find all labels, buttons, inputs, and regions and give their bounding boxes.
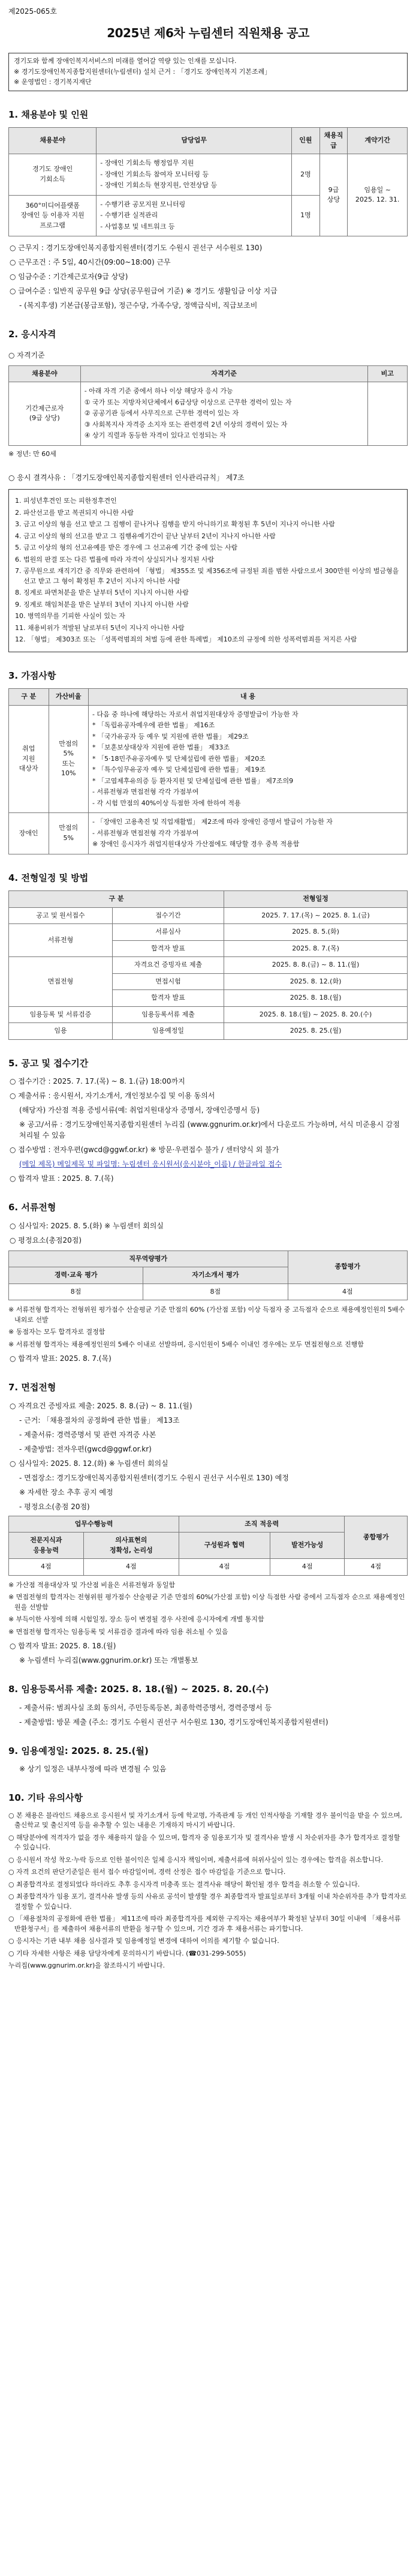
table-cell: 자격요건 증빙자료 제출 — [112, 957, 224, 974]
section-heading: 8. 임용등록서류 제출: 2025. 8. 18.(월) ~ 2025. 8. 20.(수) — [8, 1684, 269, 1695]
info-line: (해당자) 가산점 적용 증빙서류(예: 취업지원대상자 증명서, 장애인증명서 등) — [19, 1106, 260, 1114]
info-line: ○ 자격요건 증빙자료 제출: 2025. 8. 8.(금) ~ 8. 11.(월) — [10, 1401, 192, 1410]
table-cell: 4점 — [83, 1559, 179, 1576]
list-item: 7. 공무원으로 재직기간 중 직무와 관련하여 「형법」 제355조 및 제356조에 규정된 죄를 범한 사람으로서 300만원 이상의 벌금형을 선고 받고 그 형이 확정된 후 2년이 지나지 아니한 사람 — [15, 567, 399, 585]
bonus-item: - 다음 중 하나에 해당하는 자로서 취업지원대상자 증명발급이 가능한 자 — [92, 710, 299, 718]
table-cell — [367, 382, 408, 446]
table-cell: 임용예정일 — [112, 1023, 224, 1040]
screening-notes — [8, 1305, 408, 1350]
section-heading: 6. 서류전형 — [8, 1202, 56, 1213]
table-cell: 임용등록서류 제출 — [112, 1006, 224, 1023]
interview-score-table — [8, 1516, 408, 1576]
table-header: 직무역량평가 — [9, 1250, 288, 1267]
intro-line: ※ 경기도장애인복지종합지원센터(누림센터) 설치 근거 : 「경기도 장애인복지 기본조례」 — [14, 67, 272, 76]
document-screening — [8, 1220, 408, 1246]
table-cell — [97, 154, 292, 196]
screening-result — [8, 1353, 408, 1364]
list-item: 1. 피성년후견인 또는 피한정후견인 — [15, 497, 117, 505]
page-title: 2025년 제6차 누림센터 직원채용 공고 — [107, 26, 309, 40]
table-cell: 서류심사 — [112, 924, 224, 941]
table-header: 발전가능성 — [270, 1533, 345, 1559]
note-line: ※ 동점자는 모두 합격자로 결정함 — [8, 1328, 105, 1336]
list-item: 4. 금고 이상의 형의 선고를 받고 그 집행유예기간이 끝난 날부터 2년이 지나지 아니한 사람 — [15, 532, 276, 540]
table-header: 의사표현의 정확성, 논리성 — [83, 1533, 179, 1559]
table-cell: 2025. 8. 25.(월) — [224, 1023, 408, 1040]
table-header: 업무수행능력 — [9, 1516, 179, 1533]
duty-item: - 장애인 기회소득 현장지원, 안전상담 등 — [100, 181, 218, 189]
list-item: 8. 징계로 파면처분을 받은 날부터 5년이 지나지 아니한 사람 — [15, 589, 189, 596]
info-line: - 평정요소(총점 20점) — [19, 1502, 90, 1511]
section-heading: 10. 기타 유의사항 — [8, 1792, 83, 1803]
section-heading: 7. 면접전형 — [8, 1382, 56, 1393]
note-line: ※ 서류전형 합격자는 채용예정인원의 5배수 이내로 선발하며, 응시인원이 5배수 이내인 경우에는 모두 면접전형으로 진행함 — [8, 1340, 364, 1348]
appointment-info — [8, 1764, 408, 1774]
table-cell: 2025. 8. 12.(화) — [224, 973, 408, 990]
document-number: 제2025-065호 — [8, 7, 57, 16]
table-cell: 2025. 8. 18.(월) — [224, 990, 408, 1007]
intro-box — [8, 53, 408, 91]
info-line: ○ 평정요소(총점20점) — [10, 1235, 82, 1244]
notice-item: ○ 해당분야에 적격자가 없을 경우 채용하지 않을 수 있으며, 합격자 중 임용포기자 및 결격사유 발생 시 차순위자를 추가 합격자로 결정할 수 있습니다. — [8, 1833, 400, 1851]
table-cell — [97, 195, 292, 236]
table-header: 비고 — [367, 365, 408, 382]
schedule-table — [8, 890, 408, 1040]
table-cell — [89, 813, 408, 854]
table-cell: 2025. 8. 5.(화) — [224, 924, 408, 941]
bonus-item: * 「고엽제후유의증 등 환자지원 및 단체설립에 관한 법률」 제7조의9 — [92, 776, 294, 785]
notice-item: ○ 본 채용은 블라인드 채용으로 응시원서 및 자기소개서 등에 학교명, 가족관계 등 개인 인적사항을 기재할 경우 불이익을 받을 수 있으며, 출신학교 및 출신지역 등을 유추할 수 있는 내용은 기재하지 마시기 바랍니다. — [8, 1811, 402, 1829]
table-cell: 합격자 발표 — [112, 940, 224, 957]
section-heading: 1. 채용분야 및 인원 — [8, 109, 89, 120]
table-cell: 2025. 8. 18.(월) ~ 2025. 8. 20.(수) — [224, 1006, 408, 1023]
section-heading: 2. 응시자격 — [8, 329, 56, 340]
notice-item: ○ 응시원서 작성 착오·누락 등으로 인한 불이익은 일체 응시자 책임이며, 제출서류에 허위사실이 있는 경우에는 합격을 취소합니다. — [8, 1855, 384, 1864]
info-line: - 제출서류: 경력증명서 및 관련 자격증 사본 — [19, 1430, 156, 1439]
info-line: ※ 자세한 장소 추후 공지 예정 — [19, 1488, 113, 1497]
table-cell: 2025. 8. 8.(금) ~ 8. 11.(월) — [224, 957, 408, 974]
info-line: ○ 제출서류 : 응시원서, 자기소개서, 개인정보수집 및 이용 동의서 — [10, 1091, 215, 1100]
table-cell: 2025. 7. 17.(목) ~ 2025. 8. 1.(금) — [224, 907, 408, 924]
table-header: 경력·교육 평가 — [9, 1267, 143, 1284]
bonus-item: - 각 시험 만점의 40%이상 득점한 자에 한하여 적용 — [92, 799, 241, 807]
table-header: 전형일정 — [224, 891, 408, 908]
list-item: 11. 채용비위가 적발된 날로부터 5년이 지나지 아니한 사람 — [15, 623, 185, 632]
note-line: ※ 서류전형 합격자는 전형위원 평가점수 산술평균 기준 만점의 60% (가산점 포함) 이상 득점자 중 고득점자 순으로 채용예정인원의 5배수 내외로 선발 — [8, 1306, 405, 1324]
info-line: - 제출방법: 방문 제출 (주소: 경기도 수원시 권선구 서수원로 130, 경기도장애인복지종합지원센터) — [19, 1717, 328, 1726]
condition-line: - (복지후생) 기본급(봉급포함), 정근수당, 가족수당, 정액급식비, 직급보조비 — [19, 301, 258, 310]
table-cell: 4점 — [345, 1559, 408, 1576]
table-header: 채용분야 — [9, 365, 81, 382]
notice-item: ○ 응시자는 기관 내부 채용 심사결과 및 임용예정일 변경에 대하여 이의를 제기할 수 없습니다. — [8, 1937, 279, 1945]
work-conditions — [8, 242, 408, 311]
disqualification-intro: ○ 응시 결격사유 : 「경기도장애인복지종합지원센터 인사관리규칙」 제7조 — [8, 473, 245, 482]
info-line: ○ 접수기간 : 2025. 7. 17.(목) ~ 8. 1.(금) 18:00까지 — [10, 1077, 185, 1085]
info-line: - 근거: 「채용절차의 공정화에 관한 법률」 제13조 — [19, 1416, 180, 1425]
table-header: 계약기간 — [348, 128, 408, 154]
info-line: - 제출서류: 범죄사실 조회 동의서, 주민등록등본, 최종학력증명서, 경력증명서 등 — [19, 1703, 272, 1712]
table-cell: 접수기간 — [112, 907, 224, 924]
criteria-item: ④ 상기 직렬과 동등한 자격이 있다고 인정되는 자 — [84, 431, 226, 439]
intro-line: 경기도와 함께 장애인복지서비스의 미래를 열어갈 역량 있는 인재를 모십니다. — [14, 57, 237, 65]
table-cell: 8점 — [143, 1283, 288, 1300]
criteria-item: ② 공공기관 등에서 사무직으로 근무한 경력이 있는 자 — [84, 409, 239, 417]
table-cell: 4점 — [288, 1283, 408, 1300]
criteria-item: - 아래 자격 기준 중에서 하나 이상 해당자 응시 가능 — [84, 387, 233, 395]
notice-item: ○ 최종합격자로 결정되었다 하더라도 추후 응시자격 미충족 또는 결격사유 해당이 확인될 경우 합격을 취소할 수 있습니다. — [8, 1880, 360, 1888]
screening-score-table — [8, 1250, 408, 1301]
notice-item: ○ 최종합격자가 임용 포기, 결격사유 발생 등의 사유로 공석이 발생할 경우 최종합격자 발표일로부터 3개월 이내 차순위자를 추가 합격자로 결정할 수 있습니다. — [8, 1893, 406, 1911]
bonus-item: * 「국가유공자 등 예우 및 지원에 관한 법률」 제29조 — [92, 732, 249, 740]
table-header: 조직 적응력 — [179, 1516, 345, 1533]
note-line: ※ 면접전형 합격자는 임용등록 및 서류검증 결과에 따라 임용 취소될 수 있음 — [8, 1627, 228, 1636]
bonus-item: - 서류전형과 면접전형 각각 가점부여 — [92, 788, 199, 796]
table-cell: 공고 및 원서접수 — [9, 907, 113, 924]
info-line: ○ 합격자 발표 : 2025. 8. 7.(목) — [10, 1174, 114, 1183]
duty-item: - 장애인 기회소득 행정업무 지원 — [100, 159, 194, 167]
table-cell: 면접전형 — [9, 957, 113, 1007]
info-line: ※ 상기 일정은 내부사정에 따라 변경될 수 있음 — [19, 1765, 167, 1773]
table-header: 구 분 — [9, 891, 224, 908]
table-cell: 만점의 5% 또는 10% — [49, 705, 89, 813]
bonus-item: * 「5·18민주유공자예우 및 단체설립에 관한 법률」 제20조 — [92, 754, 266, 763]
table-cell: 서류전형 — [9, 924, 113, 957]
list-item: 9. 징계로 해임처분을 받은 날부터 3년이 지나지 아니한 사람 — [15, 600, 189, 608]
bonus-item: * 「특수임무유공자 예우 및 단체설립에 관한 법률」 제19조 — [92, 766, 266, 773]
table-cell: 경기도 장애인 기회소득 — [9, 154, 97, 196]
table-cell: 1명 — [292, 195, 320, 236]
info-line: ○ 합격자 발표: 2025. 8. 18.(월) — [10, 1642, 116, 1650]
table-header: 가산비율 — [49, 689, 89, 706]
email-subject-link[interactable]: (메일 제목) 메일제목 및 파일명: 누림센터 응시원서(응시분야_이름) / 한글파일 접수 — [19, 1160, 282, 1168]
table-header: 구성원과 협력 — [179, 1533, 270, 1559]
retirement-note: ※ 정년: 만 60세 — [8, 449, 56, 458]
table-header: 종합평가 — [345, 1516, 408, 1559]
info-line: ○ 접수방법 : 전자우편(gwcd@ggwf.or.kr) ※ 방문·우편접수 불가 / 센터양식 외 불가 — [10, 1145, 279, 1154]
section-heading: 4. 전형일정 및 방법 — [8, 872, 89, 883]
info-line: ○ 심사일자: 2025. 8. 12.(화) ※ 누림센터 회의실 — [10, 1459, 168, 1468]
table-cell: 4점 — [9, 1559, 84, 1576]
list-item: 3. 금고 이상의 형을 선고 받고 그 집행이 끝나거나 집행을 받지 아니하기로 확정된 후 5년이 지나지 아니한 사람 — [15, 520, 335, 528]
registration-info — [8, 1702, 408, 1728]
table-cell: 2명 — [292, 154, 320, 196]
table-cell: 장애인 — [9, 813, 49, 854]
bonus-item: * 「독립유공자예우에 관한 법률」 제16조 — [92, 721, 215, 729]
notice-item: ○ 「채용절차의 공정화에 관한 법률」 제11조에 따라 최종합격자를 제외한 구직자는 채용여부가 확정된 날부터 30일 이내에 「채용서류 반환청구서」를 제출하여 채용서류의 반환을 청구할 수 있으며, 기간 경과 후 채용서류는 파기합니다. — [8, 1915, 401, 1933]
duty-item: - 장애인 기회소득 참여자 모니터링 등 — [100, 170, 209, 178]
info-line: ○ 심사일자: 2025. 8. 5.(화) ※ 누림센터 회의실 — [10, 1221, 164, 1230]
table-header: 구 분 — [9, 689, 49, 706]
info-line: - 제출방법: 전자우편(gwcd@ggwf.or.kr) — [19, 1444, 152, 1453]
list-item: 5. 금고 이상의 형의 선고유예를 받은 경우에 그 선고유예 기간 중에 있는 사람 — [15, 544, 238, 551]
list-item: 12. 「형법」 제303조 또는 「성폭력범죄의 처벌 등에 관한 특례법」 제10조의 규정에 의한 성폭력범죄를 저지른 사람 — [15, 635, 357, 643]
notices-list — [8, 1811, 408, 1971]
condition-line: ○ 급여수준 : 일반직 공무원 9급 상당(공무원급여 기준) ※ 경기도 생활임금 이상 지급 — [10, 287, 278, 295]
table-cell: 합격자 발표 — [112, 990, 224, 1007]
condition-line: ○ 근무지 : 경기도장애인복지종합지원센터(경기도 수원시 권선구 서수원로 130) — [10, 244, 263, 252]
table-header: 인원 — [292, 128, 320, 154]
duty-item: - 수행기관 공모지원 모니터링 — [100, 200, 186, 208]
duty-item: - 수행기관 실적관리 — [100, 211, 158, 219]
table-cell: 취업 지원 대상자 — [9, 705, 49, 813]
sub-heading: ○ 자격기준 — [8, 350, 45, 359]
table-cell: 9급 상당 — [319, 154, 348, 236]
table-header: 내 용 — [89, 689, 408, 706]
table-header: 전문지식과 응용능력 — [9, 1533, 84, 1559]
bonus-item: ※ 장애인 응시자가 취업지원대상자 가산점에도 해당할 경우 중복 적용함 — [92, 840, 300, 848]
info-line: - 면접장소: 경기도장애인복지종합지원센터(경기도 수원시 권선구 서수원로 130) 예정 — [19, 1473, 289, 1482]
info-line: ※ 누림센터 누리집(www.ggnurim.or.kr) 또는 개별통보 — [19, 1656, 198, 1665]
table-cell: 8점 — [9, 1283, 143, 1300]
note-line: ※ 부득이한 사정에 의해 시험일정, 장소 등이 변경될 경우 사전에 응시자에게 개별 통지함 — [8, 1615, 264, 1623]
notice-item: ○ 기타 자세한 사항은 채용 담당자에게 문의하시기 바랍니다. (☎031-299-5055) — [8, 1949, 246, 1957]
intro-line: ※ 운영법인 : 경기복지재단 — [14, 78, 92, 86]
table-cell — [80, 382, 367, 446]
table-cell: 임용등록 및 서류검증 — [9, 1006, 113, 1023]
table-cell: 면접시험 — [112, 973, 224, 990]
section-heading: 3. 가점사항 — [8, 670, 56, 681]
info-line: ○ 합격자 발표: 2025. 8. 7.(목) — [10, 1354, 111, 1363]
homepage-link[interactable]: 누리집(www.ggnurim.or.kr)을 참조하시기 바랍니다. — [8, 1962, 165, 1969]
table-header: 채용직급 — [319, 128, 348, 154]
bonus-item: - 서류전형과 면접전형 각각 가점부여 — [92, 829, 199, 837]
interview-info — [8, 1401, 408, 1512]
table-cell: 만점의 5% — [49, 813, 89, 854]
section-heading: 9. 임용예정일: 2025. 8. 25.(월) — [8, 1745, 149, 1756]
condition-line: ○ 임금수준 : 기간제근로자(9급 상당) — [10, 272, 128, 281]
list-item: 6. 법원의 판결 또는 다른 법률에 따라 자격이 상실되거나 정지된 사람 — [15, 555, 215, 563]
bonus-table — [8, 688, 408, 854]
info-line: ※ 공고/서류 : 경기도장애인복지종합지원센터 누리집 (www.ggnurim.or.kr)에서 다운로드 가능하며, 서식 미준용시 감점 처리될 수 있음 — [19, 1120, 400, 1139]
bonus-item: * 「보훈보상대상자 지원에 관한 법률」 제33조 — [92, 743, 230, 751]
table-header: 자기소개서 평가 — [143, 1267, 288, 1284]
table-cell: 4점 — [270, 1559, 345, 1576]
list-item: 10. 병역의무를 기피한 사실이 있는 자 — [15, 612, 125, 620]
table-header: 종합평가 — [288, 1250, 408, 1283]
list-item: 2. 파산선고를 받고 복권되지 아니한 사람 — [15, 508, 134, 517]
table-cell: 임용 — [9, 1023, 113, 1040]
duty-item: - 사업홍보 및 네트워크 등 — [100, 222, 175, 230]
table-cell: 기간제근로자 (9급 상당) — [9, 382, 81, 446]
table-cell: 임용일 ~ 2025. 12. 31. — [348, 154, 408, 236]
table-header: 담당업무 — [97, 128, 292, 154]
recruitment-table — [8, 127, 408, 236]
disqualification-box — [8, 489, 408, 652]
table-cell: 2025. 8. 7.(목) — [224, 940, 408, 957]
criteria-item: ③ 사회복지사 자격증 소지자 또는 관련경력 2년 이상의 경력이 있는 자 — [84, 420, 288, 428]
table-cell: 360°미디어플랫폼 장애인 등 이용자 지원 프로그램 — [9, 195, 97, 236]
table-cell — [89, 705, 408, 813]
notice-item: ○ 자격 요건의 판단기준일은 원서 접수 마감일이며, 경력 산정은 접수 마감일을 기준으로 합니다. — [8, 1868, 286, 1876]
application-info — [8, 1076, 408, 1184]
criteria-item: ① 국가 또는 지방자치단체에서 6급상당 이상으로 근무한 경력이 있는 자 — [84, 398, 292, 406]
interview-notes — [8, 1581, 408, 1638]
table-header: 채용분야 — [9, 128, 97, 154]
qualification-table — [8, 365, 408, 446]
section-heading: 5. 공고 및 접수기간 — [8, 1057, 89, 1069]
note-line: ※ 면접전형의 합격자는 전형위원 평가점수 산술평균 기준 만점의 60%(가산점 포함) 이상 득점한 사람 중에서 고득점자 순으로 채용예정인원을 선발함 — [8, 1593, 405, 1611]
table-cell: 4점 — [179, 1559, 270, 1576]
interview-result — [8, 1641, 408, 1666]
bonus-item: - 「장애인 고용촉진 및 직업재활법」 제2조에 따라 장애인 증명서 발급이 가능한 자 — [92, 818, 333, 826]
note-line: ※ 가산점 적용대상자 및 가산점 비율은 서류전형과 동일함 — [8, 1581, 176, 1589]
condition-line: ○ 근무조건 : 주 5일, 40시간(09:00~18:00) 근무 — [10, 258, 171, 266]
table-header: 자격기준 — [80, 365, 367, 382]
